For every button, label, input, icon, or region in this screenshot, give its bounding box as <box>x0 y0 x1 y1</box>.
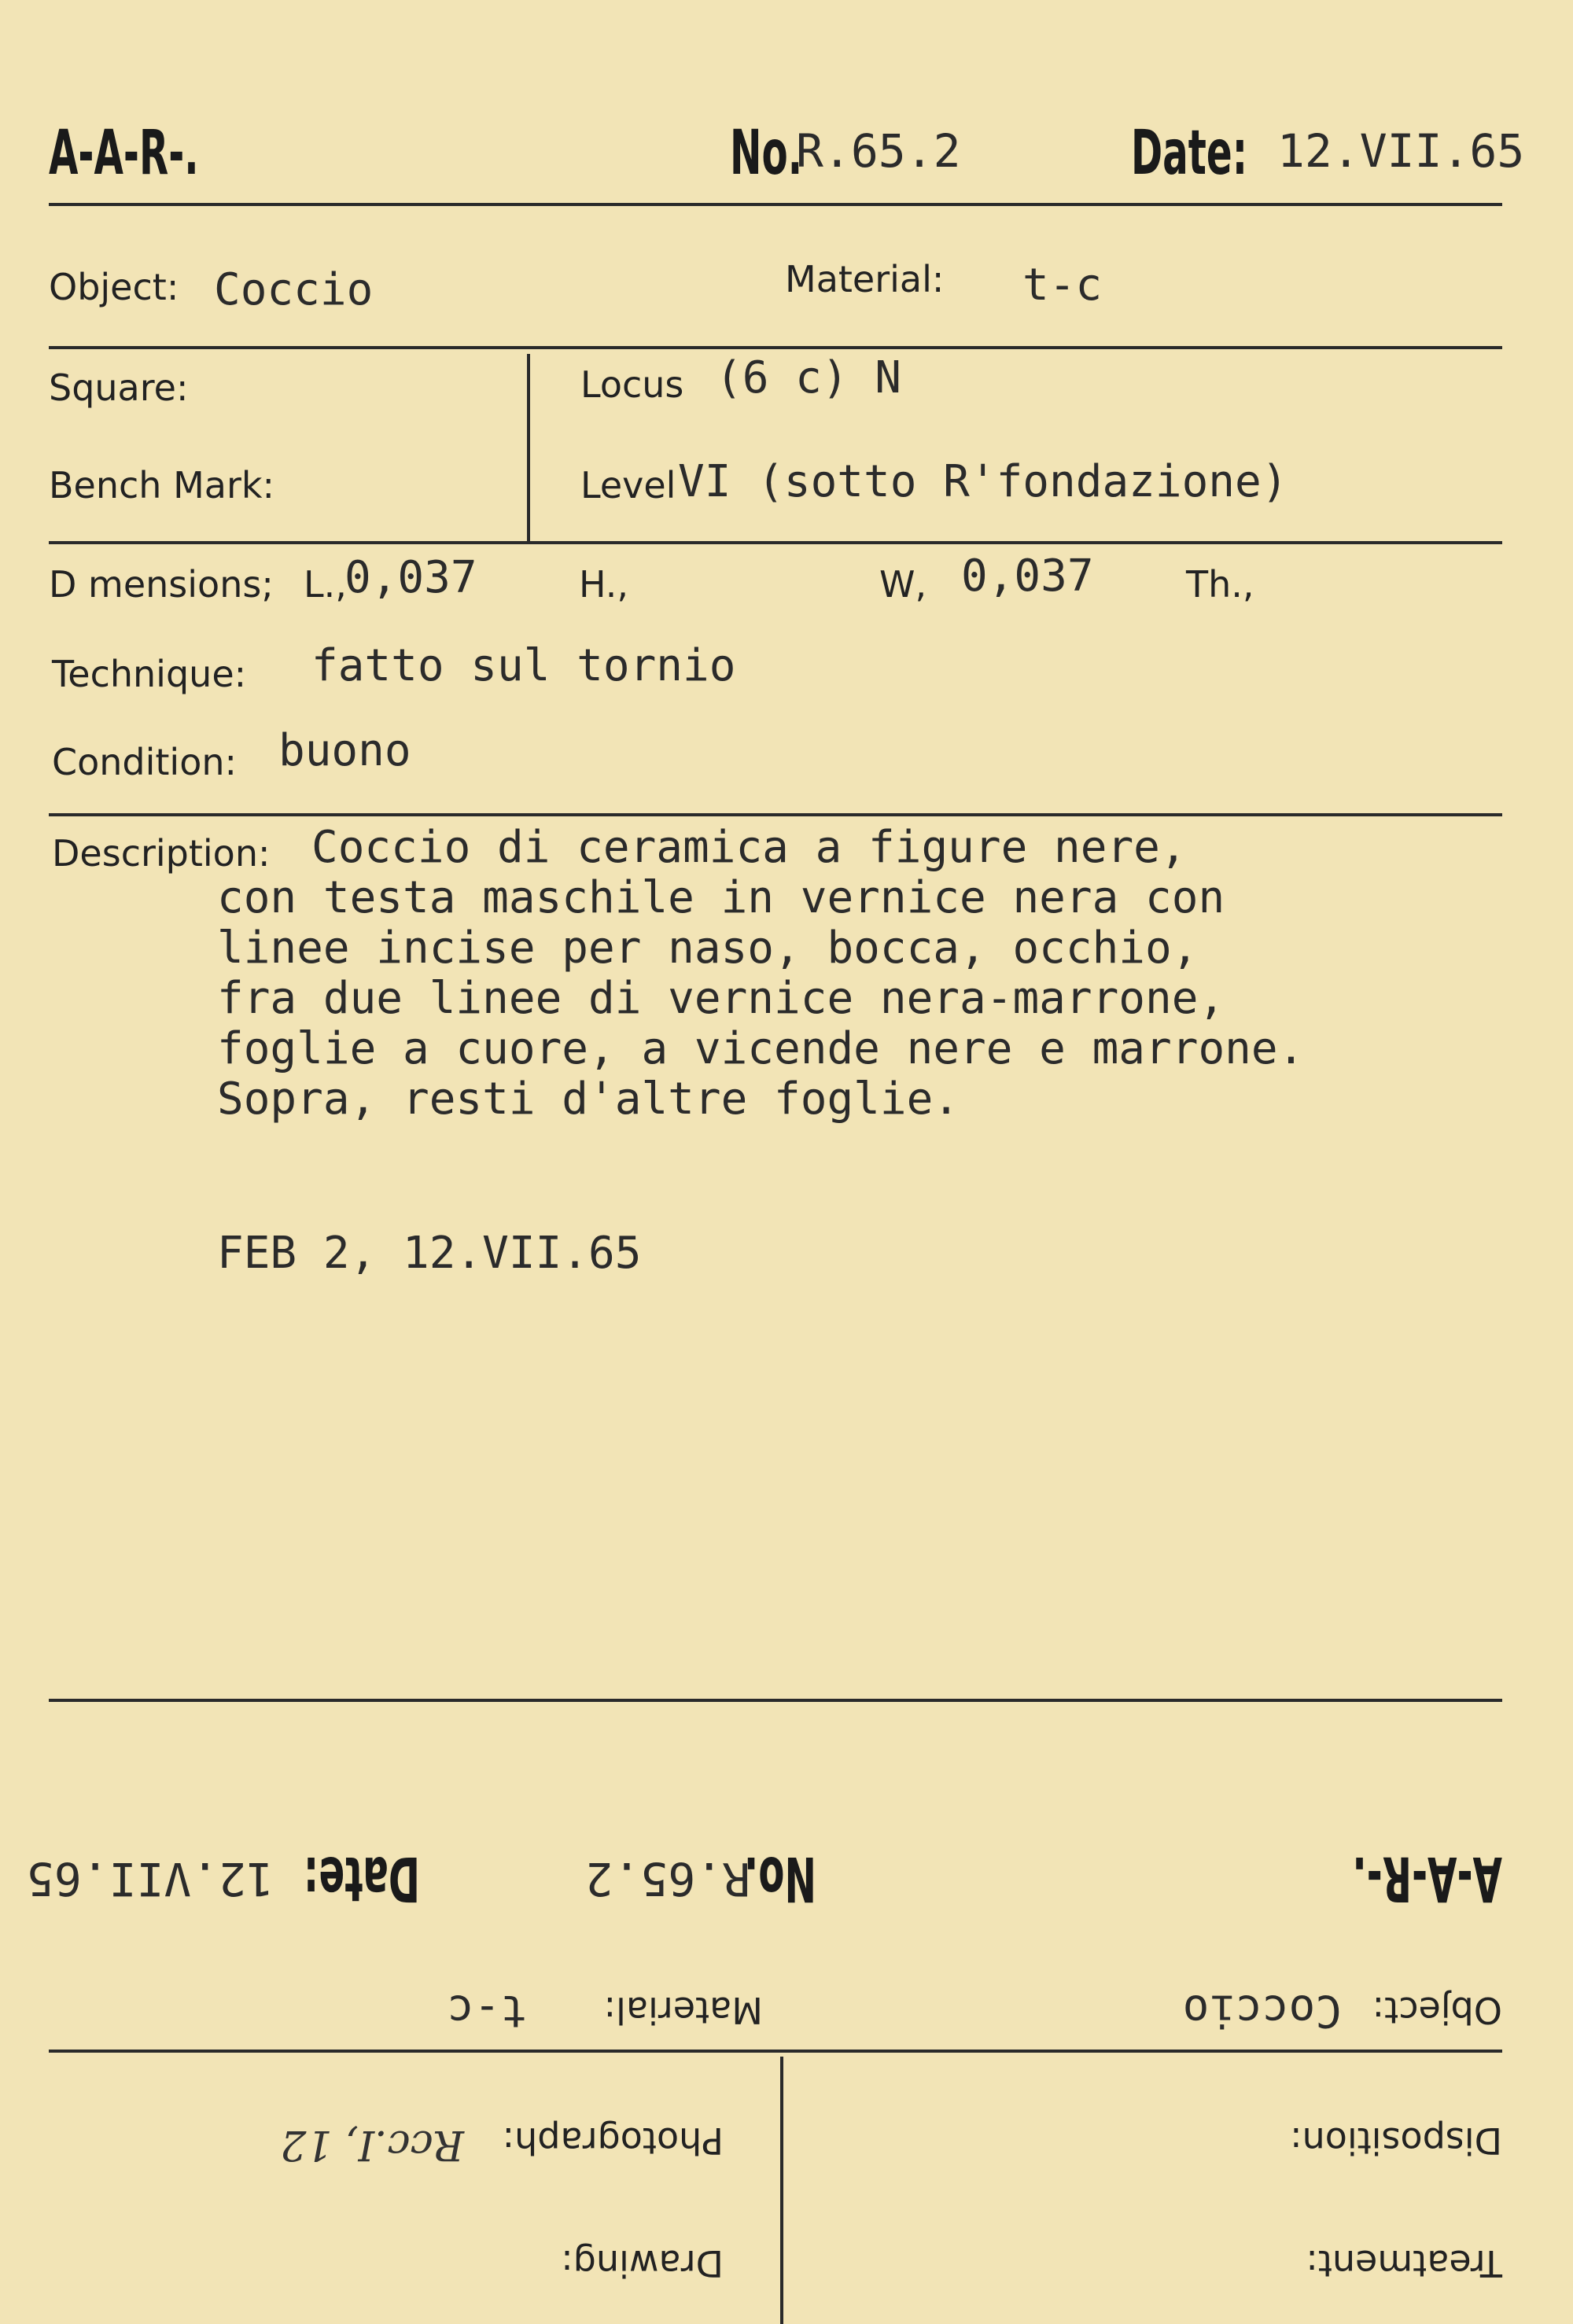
locus-label: Locus <box>580 363 684 406</box>
object-value: Coccio <box>214 264 374 315</box>
date-label: Date: <box>1131 118 1248 189</box>
description-line: Coccio di ceramica a figure nere, <box>311 822 1187 873</box>
lower-number-value: R.65.2 <box>585 1852 750 1906</box>
description-line: linee incise per naso, bocca, occhio, <box>217 923 1199 974</box>
treatment-label: Treatment: <box>1306 2242 1502 2285</box>
lower-top-rule <box>49 1699 1502 1702</box>
level-label: Level <box>580 464 676 506</box>
object-label: Object: <box>49 266 179 308</box>
description-line: fra due linee di vernice nera-marrone, <box>217 973 1225 1024</box>
description-line: foglie a cuore, a vicende nere e marrone. <box>217 1023 1305 1074</box>
condition-label: Condition: <box>52 741 238 783</box>
drawing-label: Drawing: <box>561 2242 724 2285</box>
dimensions-label: D mensions; <box>49 563 274 606</box>
square-divider <box>527 354 530 541</box>
number-value: R.65.2 <box>796 124 961 178</box>
org-code: A-A-R-. <box>49 118 199 189</box>
lower-object-label: Object: <box>1372 1989 1502 2031</box>
lower-date-label: Date: <box>303 1843 420 1913</box>
bench-mark-label: Bench Mark: <box>49 464 275 506</box>
thickness-label: Th., <box>1186 563 1254 606</box>
lower-material-label: Material: <box>603 1989 763 2031</box>
photograph-value: Rcc.I, 12 <box>280 2121 464 2168</box>
lower-date-value: 12.VII.65 <box>26 1852 274 1906</box>
lower-org-code: A-A-R-. <box>1352 1843 1502 1913</box>
description-label: Description: <box>52 832 271 875</box>
object-rule <box>49 346 1502 349</box>
width-value: 0,037 <box>961 551 1094 602</box>
material-value: t-c <box>1022 260 1103 311</box>
lower-object-value: Coccio <box>1182 1985 1342 2036</box>
description-line: Sopra, resti d'altre foglie. <box>217 1074 960 1125</box>
square-label: Square: <box>49 366 189 409</box>
number-label: No. <box>730 118 803 189</box>
height-label: H., <box>579 563 629 606</box>
locus-rule <box>49 541 1502 544</box>
header-rule <box>49 203 1502 206</box>
condition-rule <box>49 813 1502 816</box>
technique-label: Technique: <box>52 653 247 695</box>
inverted-section <box>0 1703 1573 2324</box>
lower-material-value: t-c <box>447 1985 527 2036</box>
description-note: FEB 2, 12.VII.65 <box>217 1228 642 1279</box>
locus-value: (6 c) N <box>716 352 902 403</box>
lower-mid-rule <box>49 2050 1502 2053</box>
date-value: 12.VII.65 <box>1277 124 1525 178</box>
description-line: con testa maschile in vernice nera con <box>217 872 1225 923</box>
photograph-label: Photograph: <box>502 2120 724 2162</box>
condition-value: buono <box>278 725 411 776</box>
width-label: W, <box>879 563 927 606</box>
lower-divider <box>780 2057 783 2324</box>
disposition-label: Disposition: <box>1290 2120 1502 2162</box>
material-label: Material: <box>785 258 945 300</box>
technique-value: fatto sul tornio <box>311 640 736 691</box>
lower-number-label: No. <box>743 1843 816 1913</box>
level-value: VI (sotto R'fondazione) <box>678 456 1288 507</box>
length-value: 0,037 <box>344 552 477 603</box>
length-label: L., <box>304 563 347 606</box>
